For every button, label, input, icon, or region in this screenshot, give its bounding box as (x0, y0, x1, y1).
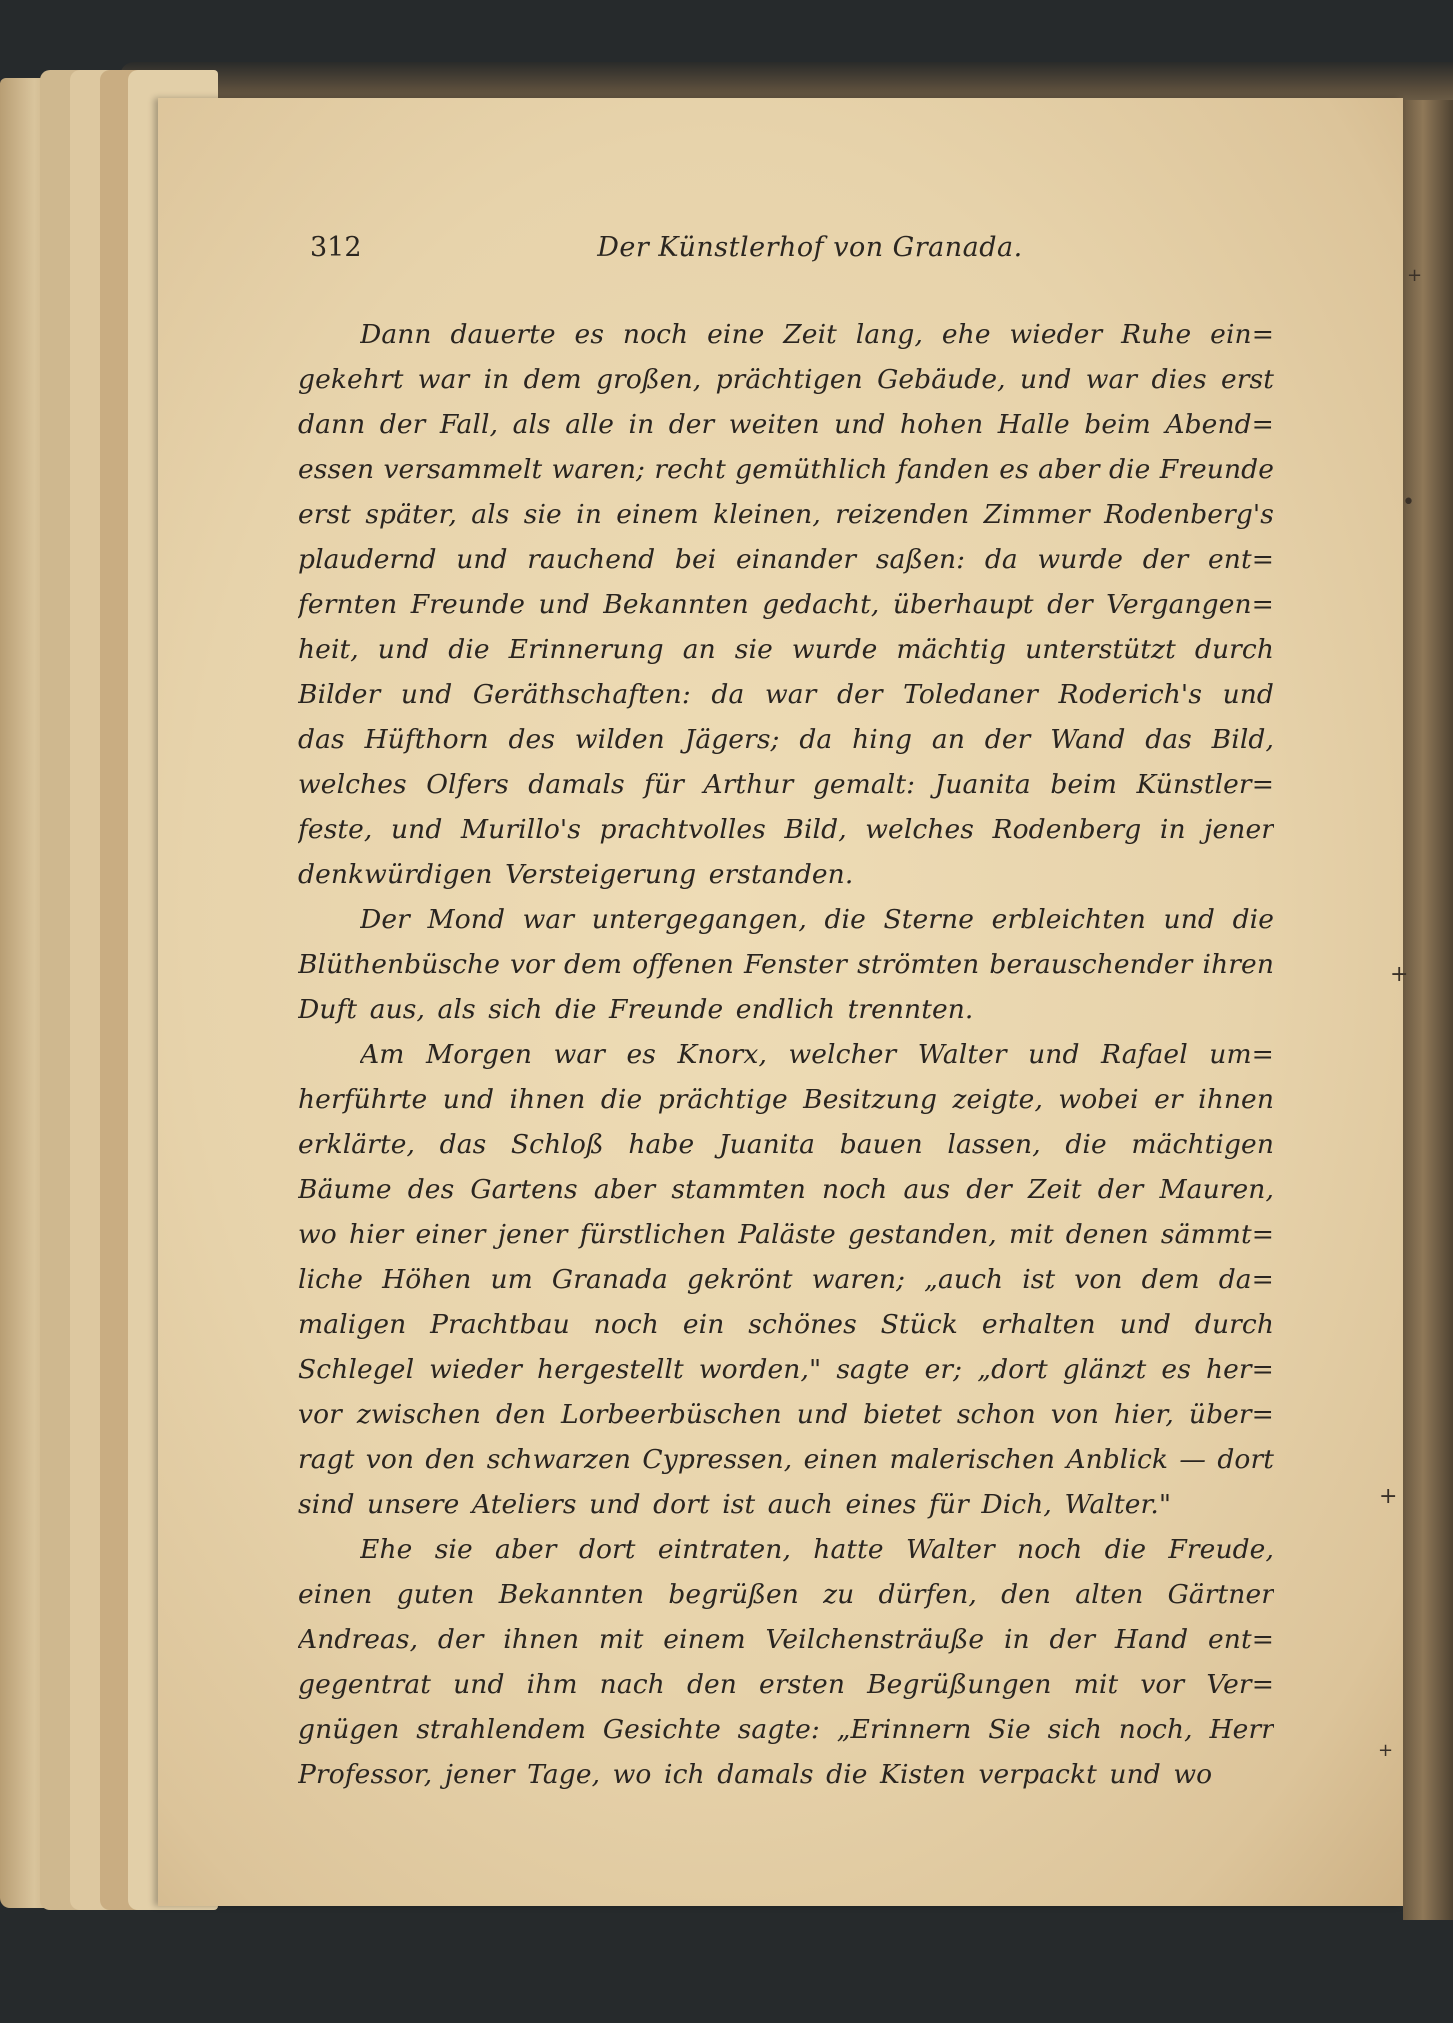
text-line (298, 1707, 1274, 1752)
text-line-content: essen versammelt waren; recht gemüthlich fanden es aber die Freunde (298, 454, 1274, 485)
text-line (298, 312, 1274, 357)
text-line-content: Schlegel wieder hergestellt worden," sagte er; „dort glänzt es her= (298, 1354, 1274, 1385)
text-line (298, 1482, 1274, 1527)
text-line-content: Andreas, der ihnen mit einem Veilchensträuße in der Hand ent= (298, 1624, 1274, 1655)
text-line-content: denkwürdigen Versteigerung erstanden. (298, 859, 854, 890)
text-line-content: fernten Freunde und Bekannten gedacht, überhaupt der Vergangen= (298, 589, 1274, 620)
text-line (298, 717, 1274, 762)
text-line (298, 987, 1274, 1032)
text-line (298, 357, 1274, 402)
text-line-content: Der Mond war untergegangen, die Sterne erbleichten und die (360, 904, 1274, 935)
margin-mark: + (1390, 962, 1409, 987)
text-line-content: sind unsere Ateliers und dort ist auch eines für Dich, Walter." (298, 1489, 1172, 1520)
text-line (298, 1032, 1274, 1077)
text-line (298, 897, 1274, 942)
text-line (298, 627, 1274, 672)
text-line (298, 1122, 1274, 1167)
text-line-content: gekehrt war in dem großen, prächtigen Gebäude, und war dies erst (298, 364, 1274, 395)
text-line (298, 762, 1274, 807)
margin-mark: + (1379, 1484, 1398, 1509)
text-line (298, 1257, 1274, 1302)
text-line-content: erklärte, das Schloß habe Juanita bauen lassen, die mächtigen (298, 1129, 1274, 1160)
text-line (298, 1617, 1274, 1662)
running-title: Der Künstlerhof von Granada. (597, 232, 1023, 263)
page-number: 312 (310, 232, 362, 263)
text-line-content: erst später, als sie in einem kleinen, reizenden Zimmer Rodenberg's (298, 499, 1274, 530)
margin-mark: + (1407, 265, 1423, 286)
text-line (298, 582, 1274, 627)
text-line-content: plaudernd und rauchend bei einander saßen: da wurde der ent= (298, 544, 1274, 575)
text-line-content: ragt von den schwarzen Cypressen, einen malerischen Anblick — dort (298, 1444, 1274, 1475)
text-line (298, 1347, 1274, 1392)
text-line (298, 807, 1274, 852)
text-line (298, 852, 1274, 897)
text-line (298, 1167, 1274, 1212)
text-line-content: dann der Fall, als alle in der weiten und hohen Halle beim Abend= (298, 409, 1274, 440)
text-line-content: maligen Prachtbau noch ein schönes Stück erhalten und durch (298, 1309, 1274, 1340)
text-line-content: gnügen strahlendem Gesichte sagte: „Erinnern Sie sich noch, Herr (298, 1714, 1274, 1745)
text-line (298, 1077, 1274, 1122)
text-line (298, 492, 1274, 537)
text-line (298, 1527, 1274, 1572)
margin-mark: • (1402, 490, 1415, 515)
text-line (298, 672, 1274, 717)
text-line (298, 447, 1274, 492)
text-line-content: wo hier einer jener fürstlichen Paläste gestanden, mit denen sämmt= (298, 1219, 1274, 1250)
text-line-content: heit, und die Erinnerung an sie wurde mächtig unterstützt durch (298, 634, 1274, 665)
text-line-content: das Hüfthorn des wilden Jägers; da hing an der Wand das Bild, (298, 724, 1274, 755)
text-line-content: Am Morgen war es Knorx, welcher Walter und Rafael um= (360, 1039, 1274, 1070)
text-line-content: welches Olfers damals für Arthur gemalt: Juanita beim Künstler= (298, 769, 1274, 800)
text-line (298, 1572, 1274, 1617)
text-line-content: Bäume des Gartens aber stammten noch aus der Zeit der Mauren, (298, 1174, 1274, 1205)
text-line (298, 1302, 1274, 1347)
text-line (298, 1212, 1274, 1257)
running-head (310, 232, 1310, 272)
margin-mark: + (1378, 1740, 1394, 1761)
text-line-content: Blüthenbüsche vor dem offenen Fenster strömten berauschender ihren (298, 949, 1274, 980)
body-text (298, 312, 1274, 1797)
text-line (298, 1392, 1274, 1437)
text-line (298, 537, 1274, 582)
text-line-content: herführte und ihnen die prächtige Besitzung zeigte, wobei er ihnen (298, 1084, 1274, 1115)
text-line (298, 1752, 1274, 1797)
text-line-content: gegentrat und ihm nach den ersten Begrüßungen mit vor Ver= (298, 1669, 1274, 1700)
text-line (298, 1662, 1274, 1707)
text-line-content: Dann dauerte es noch eine Zeit lang, ehe wieder Ruhe ein= (360, 319, 1274, 350)
text-line-content: Duft aus, als sich die Freunde endlich trennten. (298, 994, 974, 1025)
text-line-content: feste, und Murillo's prachtvolles Bild, welches Rodenberg in jener (298, 814, 1274, 845)
text-line-content: vor zwischen den Lorbeerbüschen und bietet schon von hier, über= (298, 1399, 1274, 1430)
text-line-content: liche Höhen um Granada gekrönt waren; „auch ist von dem da= (298, 1264, 1274, 1295)
text-line (298, 402, 1274, 447)
text-line (298, 942, 1274, 987)
text-line-content: Professor, jener Tage, wo ich damals die Kisten verpackt und wo (298, 1759, 1213, 1790)
text-line-content: einen guten Bekannten begrüßen zu dürfen, den alten Gärtner (298, 1579, 1274, 1610)
text-line-content: Bilder und Geräthschaften: da war der Toledaner Roderich's und (298, 679, 1274, 710)
book-spine-right (1403, 100, 1453, 1920)
text-line-content: Ehe sie aber dort eintraten, hatte Walter noch die Freude, (360, 1534, 1274, 1565)
text-line (298, 1437, 1274, 1482)
